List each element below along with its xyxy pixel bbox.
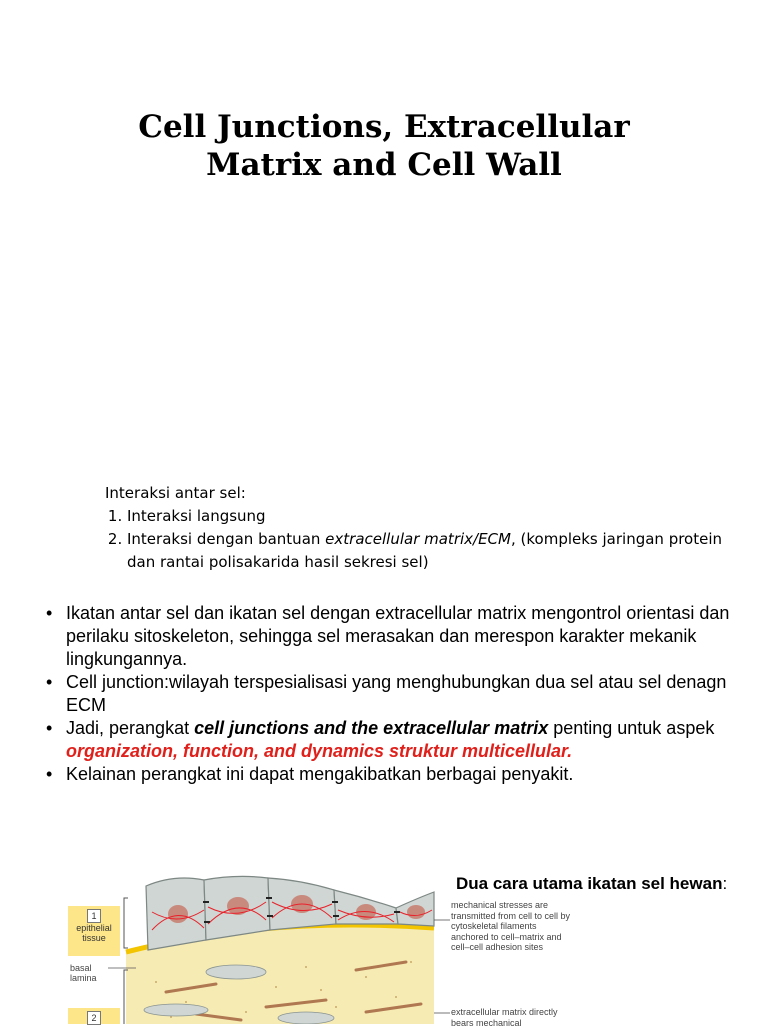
intro-item-2-post: , (kompleks jaringan protein dan rantai polisakarida hasil sekresi sel) [127,530,723,571]
bullet-3-pre: Jadi, perangkat [66,718,195,738]
basal-lamina-label: basal lamina [70,963,97,983]
intro-block [105,482,745,574]
step-1-label [68,906,120,956]
bullet-3-red-emphasis: organization, function, and dynamics struktur multicellular. [66,741,573,761]
bullet-2 [44,671,744,717]
intro-heading: Interaksi antar sel: [105,484,246,502]
title-line-2: Matrix and Cell Wall [206,147,562,183]
intro-item-2-em: extracellular matrix/ECM [325,530,511,548]
figure-title-colon: : [722,874,728,893]
intro-item-2 [127,528,745,574]
bullet-1 [44,602,744,671]
intro-item-2-pre: Interaksi dengan bantuan [127,530,326,548]
bullet-3 [44,717,744,763]
bracket-epithelial [124,898,128,948]
intro-list [105,505,745,574]
title-line-1: Cell Junctions, Extracellular [138,109,630,145]
bullet-1-text: Ikatan antar sel dan ikatan sel dengan extracellular matrix mengontrol orientasi dan perilaku sitoskeleton, sehingga sel merasakan dan merespon karakter mekanik lingkungannya. [66,603,730,669]
intro-item-1-text: Interaksi langsung [127,507,266,525]
bullet-2-text: Cell junction:wilayah terspesialisasi yang menghubungkan dua sel atau sel denagn ECM [66,672,727,715]
figure-title-text: Dua cara utama ikatan sel hewan [456,874,723,893]
note-ecm: extracellular matrix directly bears mechanical [451,1007,558,1028]
step-2-label [68,1008,120,1024]
bullet-list [44,602,744,786]
bullet-3-mid: penting untuk aspek [548,718,715,738]
step-2-number: 2 [87,1011,101,1025]
bullet-4-text: Kelainan perangkat ini dapat mengakibatkan berbagai penyakit. [66,764,574,784]
step-1-text: epithelial tissue [76,923,112,943]
intro-item-1 [127,505,745,528]
bullet-4 [44,763,744,786]
bullet-3-emphasis: cell junctions and the extracellular matrix [194,718,549,738]
step-1-number: 1 [87,909,101,923]
note-mechanical-stress: mechanical stresses are transmitted from cell to cell by cytoskeletal filaments anchored to cell–matrix and cell–cell adhesion sites [451,900,571,952]
slide-title [0,108,768,184]
